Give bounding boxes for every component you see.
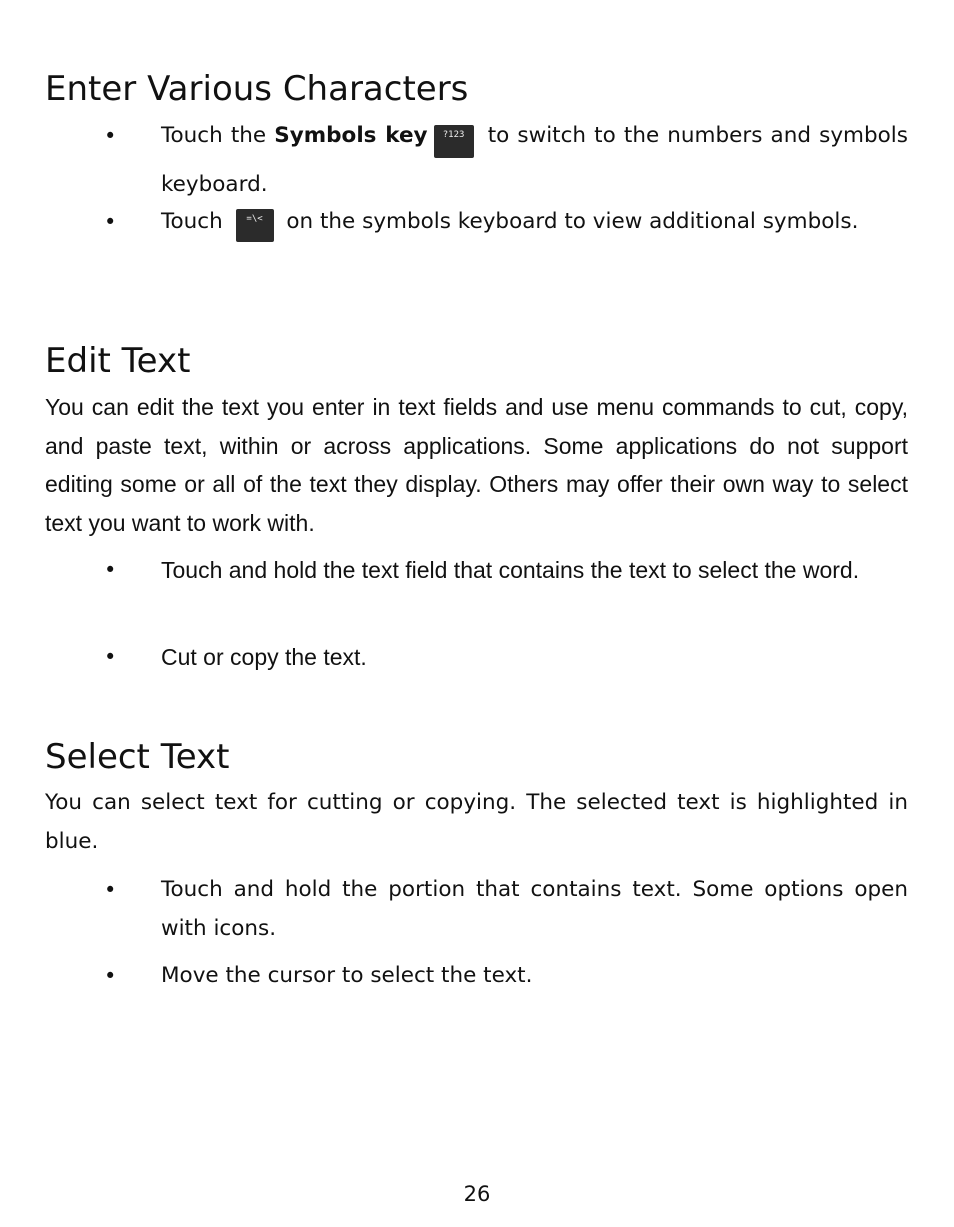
bullet-dot: • (104, 964, 117, 988)
section-heading-select-text: Select Text (45, 737, 230, 777)
bullet-dot: • (104, 558, 117, 582)
section-heading-edit-text: Edit Text (45, 341, 191, 381)
bullet-dot: • (104, 210, 117, 234)
symbols-key-label: Symbols key (274, 123, 428, 148)
bullet-dot: • (104, 645, 117, 669)
list-item-text: Cut or copy the text. (161, 644, 367, 670)
bullet-dot: • (104, 124, 117, 148)
list-item-text (161, 203, 908, 252)
list-item-text-before: Touch the (161, 123, 275, 148)
list-item-text-after: on the symbols keyboard to view additional symbols. (279, 209, 859, 234)
bullet-dot: • (104, 878, 117, 902)
section-paragraph: You can edit the text you enter in text fields and use menu commands to cut, copy, and paste text, within or across applications. Some applications do not support editing some or all of the text they display. Others may offer their own way to select text you want to work with. (45, 394, 908, 536)
list-item-text-after: to switch to the numbers and symbols keyboard. (161, 123, 908, 197)
list-item-text: Touch and hold the portion that contains text. Some options open with icons. (161, 877, 908, 941)
section-paragraph: You can select text for cutting or copying. The selected text is highlighted in blue. (45, 790, 908, 854)
list-item-text: Touch and hold the text field that contains the text to select the word. (161, 557, 860, 583)
more-symbols-key-icon: =\< (236, 209, 274, 242)
page-number: 26 (463, 1182, 491, 1206)
list-item-text-before: Touch (161, 209, 230, 234)
symbols-key-icon: ?123 (434, 125, 474, 158)
list-item-text (161, 117, 908, 205)
section-heading-enter-various-characters: Enter Various Characters (45, 69, 469, 109)
list-item-text: Move the cursor to select the text. (161, 963, 533, 988)
